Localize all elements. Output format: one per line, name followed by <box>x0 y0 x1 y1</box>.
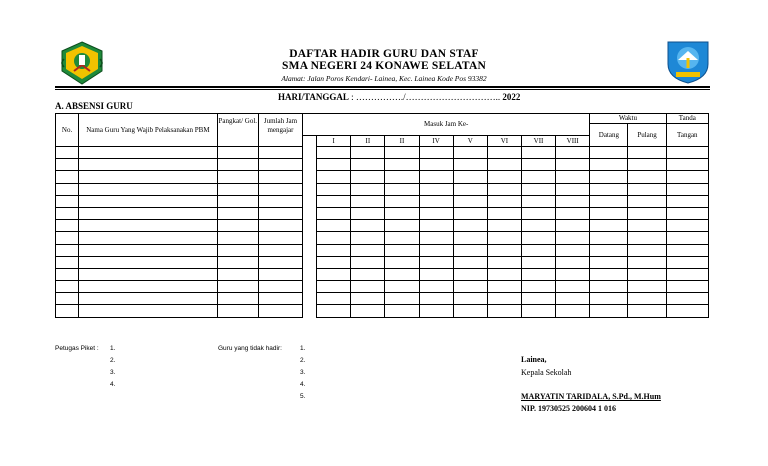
table-cell <box>351 232 385 244</box>
table-cell <box>556 159 590 171</box>
table-cell <box>666 220 708 232</box>
table-cell <box>79 195 218 207</box>
header-time-group: Waktu <box>590 114 666 124</box>
row-spacer <box>303 268 317 280</box>
table-cell <box>556 207 590 219</box>
table-cell <box>56 281 79 293</box>
table-cell <box>56 268 79 280</box>
table-cell <box>453 220 487 232</box>
table-cell <box>351 183 385 195</box>
table-cell <box>487 183 521 195</box>
table-cell <box>258 232 302 244</box>
table-cell <box>258 195 302 207</box>
table-cell <box>79 171 218 183</box>
table-cell <box>590 268 628 280</box>
table-cell <box>521 268 555 280</box>
absent-item-2: 2. <box>300 357 306 364</box>
table-row <box>56 281 709 293</box>
row-spacer <box>303 147 317 159</box>
table-cell <box>487 293 521 305</box>
table-cell <box>521 232 555 244</box>
date-line <box>278 92 520 102</box>
table-cell <box>79 256 218 268</box>
period-header-4: IV <box>419 136 453 147</box>
table-cell <box>590 220 628 232</box>
table-cell <box>351 171 385 183</box>
table-cell <box>666 281 708 293</box>
table-cell <box>556 195 590 207</box>
table-cell <box>453 244 487 256</box>
table-cell <box>666 183 708 195</box>
table-cell <box>556 220 590 232</box>
table-cell <box>590 281 628 293</box>
table-cell <box>385 256 419 268</box>
table-cell <box>258 293 302 305</box>
date-year: 2022 <box>502 92 521 102</box>
table-cell <box>590 207 628 219</box>
table-row <box>56 305 709 317</box>
table-cell <box>453 207 487 219</box>
table-cell <box>628 147 666 159</box>
table-cell <box>56 195 79 207</box>
table-cell <box>487 305 521 317</box>
table-cell <box>590 232 628 244</box>
table-cell <box>258 220 302 232</box>
table-cell <box>556 171 590 183</box>
table-cell <box>556 293 590 305</box>
header-leave: Pulang <box>628 124 666 147</box>
table-cell <box>385 244 419 256</box>
table-cell <box>666 305 708 317</box>
table-cell <box>419 281 453 293</box>
table-cell <box>487 159 521 171</box>
table-cell <box>79 244 218 256</box>
duty-item-3: 3. <box>110 369 116 376</box>
table-cell <box>317 147 351 159</box>
table-cell <box>385 232 419 244</box>
table-cell <box>628 159 666 171</box>
table-cell <box>317 232 351 244</box>
table-cell <box>628 305 666 317</box>
table-cell <box>590 171 628 183</box>
table-cell <box>487 232 521 244</box>
duty-item-1: 1. <box>110 345 116 352</box>
table-cell <box>217 268 258 280</box>
document-title: DAFTAR HADIR GURU DAN STAF <box>289 48 479 60</box>
duty-item-2: 2. <box>110 357 116 364</box>
absent-teacher-label: Guru yang tidak hadir: <box>218 345 282 352</box>
table-cell <box>419 171 453 183</box>
table-cell <box>556 147 590 159</box>
table-cell <box>453 305 487 317</box>
header-sign-bottom: Tangan <box>666 124 708 147</box>
table-cell <box>217 305 258 317</box>
table-cell <box>217 147 258 159</box>
table-cell <box>556 244 590 256</box>
absent-item-5: 5. <box>300 393 306 400</box>
table-cell <box>666 256 708 268</box>
table-cell <box>666 171 708 183</box>
absent-item-4: 4. <box>300 381 306 388</box>
header-teacher-name: Nama Guru Yang Wajib Pelaksanakan PBM <box>79 114 218 147</box>
period-header-5: V <box>453 136 487 147</box>
table-cell <box>521 244 555 256</box>
table-cell <box>487 195 521 207</box>
table-cell <box>521 293 555 305</box>
table-cell <box>590 183 628 195</box>
table-cell <box>487 207 521 219</box>
table-row <box>56 293 709 305</box>
table-cell <box>317 305 351 317</box>
table-cell <box>590 244 628 256</box>
table-cell <box>453 256 487 268</box>
table-cell <box>419 232 453 244</box>
table-cell <box>453 232 487 244</box>
table-cell <box>590 293 628 305</box>
table-cell <box>351 147 385 159</box>
table-cell <box>628 171 666 183</box>
table-row <box>56 256 709 268</box>
table-cell <box>556 232 590 244</box>
table-cell <box>419 207 453 219</box>
table-cell <box>385 305 419 317</box>
table-cell <box>666 244 708 256</box>
table-cell <box>317 293 351 305</box>
table-cell <box>666 147 708 159</box>
table-cell <box>351 305 385 317</box>
table-cell <box>258 183 302 195</box>
table-cell <box>419 220 453 232</box>
table-cell <box>385 195 419 207</box>
table-cell <box>258 147 302 159</box>
table-cell <box>385 268 419 280</box>
table-cell <box>487 281 521 293</box>
header-rule-thick <box>55 86 710 88</box>
table-cell <box>56 305 79 317</box>
school-address: Alamat: Jalan Poros Kendari- Lainea, Kec. Lainea Kode Pos 93382 <box>281 74 487 83</box>
table-cell <box>521 147 555 159</box>
table-cell <box>217 171 258 183</box>
table-cell <box>385 220 419 232</box>
table-cell <box>217 281 258 293</box>
table-cell <box>258 244 302 256</box>
row-spacer <box>303 281 317 293</box>
table-cell <box>351 207 385 219</box>
table-cell <box>487 147 521 159</box>
table-cell <box>453 195 487 207</box>
table-cell <box>419 256 453 268</box>
table-cell <box>590 195 628 207</box>
header-arrive: Datang <box>590 124 628 147</box>
table-cell <box>56 183 79 195</box>
table-cell <box>258 268 302 280</box>
table-row <box>56 195 709 207</box>
duty-item-4: 4. <box>110 381 116 388</box>
signature-position: Kepala Sekolah <box>521 368 572 377</box>
period-header-6: VI <box>487 136 521 147</box>
table-cell <box>317 244 351 256</box>
period-header-3: II <box>385 136 419 147</box>
table-cell <box>385 159 419 171</box>
table-cell <box>628 220 666 232</box>
header-sign-top: Tanda <box>666 114 708 124</box>
period-header-8: VIII <box>556 136 590 147</box>
table-cell <box>79 207 218 219</box>
date-placeholder: ……………./………………………….. <box>355 92 503 102</box>
table-cell <box>453 171 487 183</box>
table-cell <box>628 207 666 219</box>
table-cell <box>521 159 555 171</box>
table-cell <box>590 256 628 268</box>
table-cell <box>56 207 79 219</box>
table-cell <box>521 171 555 183</box>
table-cell <box>79 305 218 317</box>
table-cell <box>317 171 351 183</box>
table-cell <box>385 207 419 219</box>
table-cell <box>419 159 453 171</box>
table-row <box>56 159 709 171</box>
absent-item-1: 1. <box>300 345 306 352</box>
table-cell <box>217 207 258 219</box>
row-spacer <box>303 207 317 219</box>
table-cell <box>628 281 666 293</box>
table-cell <box>590 305 628 317</box>
table-cell <box>56 220 79 232</box>
row-spacer <box>303 159 317 171</box>
table-cell <box>487 171 521 183</box>
table-cell <box>317 220 351 232</box>
table-cell <box>453 159 487 171</box>
duty-officer-label: Petugas Piket : <box>55 345 99 352</box>
table-row <box>56 207 709 219</box>
table-cell <box>628 232 666 244</box>
row-spacer <box>303 183 317 195</box>
table-cell <box>56 147 79 159</box>
table-row <box>56 268 709 280</box>
table-cell <box>521 195 555 207</box>
table-cell <box>351 268 385 280</box>
table-cell <box>419 244 453 256</box>
table-cell <box>258 159 302 171</box>
table-cell <box>317 183 351 195</box>
row-spacer <box>303 244 317 256</box>
table-cell <box>217 293 258 305</box>
header-rule-thin <box>55 89 710 90</box>
table-cell <box>217 244 258 256</box>
row-spacer <box>303 220 317 232</box>
table-cell <box>521 207 555 219</box>
table-cell <box>521 183 555 195</box>
table-cell <box>79 159 218 171</box>
table-cell <box>628 244 666 256</box>
table-cell <box>453 293 487 305</box>
table-cell <box>351 159 385 171</box>
table-cell <box>351 220 385 232</box>
table-cell <box>419 293 453 305</box>
table-cell <box>385 147 419 159</box>
table-cell <box>217 183 258 195</box>
table-cell <box>351 195 385 207</box>
table-cell <box>317 207 351 219</box>
table-cell <box>217 220 258 232</box>
table-row <box>56 220 709 232</box>
table-cell <box>351 256 385 268</box>
table-cell <box>56 244 79 256</box>
table-cell <box>628 256 666 268</box>
table-cell <box>487 256 521 268</box>
row-spacer <box>303 195 317 207</box>
table-cell <box>317 195 351 207</box>
table-cell <box>521 256 555 268</box>
table-cell <box>628 293 666 305</box>
table-cell <box>56 171 79 183</box>
table-row <box>56 171 709 183</box>
table-cell <box>79 293 218 305</box>
table-cell <box>419 147 453 159</box>
table-cell <box>453 183 487 195</box>
period-header-7: VII <box>521 136 555 147</box>
table-cell <box>258 207 302 219</box>
principal-nip: NIP. 19730525 200604 1 016 <box>521 404 617 413</box>
table-cell <box>385 293 419 305</box>
table-cell <box>317 159 351 171</box>
table-cell <box>521 220 555 232</box>
table-cell <box>666 293 708 305</box>
table-cell <box>666 195 708 207</box>
header-rank: Pangkat/ Gol. <box>217 114 258 147</box>
table-cell <box>79 147 218 159</box>
attendance-table <box>55 113 709 318</box>
table-row <box>56 183 709 195</box>
table-cell <box>56 232 79 244</box>
table-cell <box>628 268 666 280</box>
table-cell <box>79 232 218 244</box>
table-cell <box>317 281 351 293</box>
table-cell <box>56 159 79 171</box>
table-cell <box>419 268 453 280</box>
table-cell <box>556 256 590 268</box>
table-cell <box>317 256 351 268</box>
table-row <box>56 244 709 256</box>
table-cell <box>317 268 351 280</box>
row-spacer <box>303 293 317 305</box>
header-no: No. <box>56 114 79 147</box>
table-cell <box>628 195 666 207</box>
table-cell <box>258 305 302 317</box>
table-cell <box>217 159 258 171</box>
table-cell <box>556 305 590 317</box>
table-cell <box>666 207 708 219</box>
row-spacer <box>303 256 317 268</box>
table-cell <box>258 281 302 293</box>
table-row <box>56 232 709 244</box>
table-cell <box>385 183 419 195</box>
table-cell <box>385 281 419 293</box>
table-cell <box>556 183 590 195</box>
table-cell <box>419 195 453 207</box>
principal-name: MARYATIN TARIDALA, S.Pd., M.Hum <box>521 392 661 401</box>
section-title: A. ABSENSI GURU <box>55 101 133 111</box>
table-cell <box>666 159 708 171</box>
absent-item-3: 3. <box>300 369 306 376</box>
table-cell <box>453 281 487 293</box>
table-cell <box>590 147 628 159</box>
table-cell <box>79 183 218 195</box>
table-cell <box>666 268 708 280</box>
table-cell <box>258 171 302 183</box>
table-cell <box>453 268 487 280</box>
table-cell <box>79 268 218 280</box>
table-cell <box>217 256 258 268</box>
table-cell <box>487 244 521 256</box>
date-label: HARI/TANGGAL <box>278 92 349 102</box>
table-cell <box>385 171 419 183</box>
table-cell <box>56 293 79 305</box>
table-cell <box>419 305 453 317</box>
school-name: SMA NEGERI 24 KONAWE SELATAN <box>282 60 486 72</box>
table-cell <box>556 281 590 293</box>
table-cell <box>79 220 218 232</box>
header-period-group: Masuk Jam Ke- <box>303 114 590 136</box>
table-cell <box>79 281 218 293</box>
table-cell <box>521 281 555 293</box>
period-header-2: II <box>351 136 385 147</box>
table-cell <box>56 256 79 268</box>
table-row <box>56 147 709 159</box>
table-cell <box>217 195 258 207</box>
period-header-1: I <box>317 136 351 147</box>
table-cell <box>351 281 385 293</box>
table-cell <box>351 244 385 256</box>
row-spacer <box>303 305 317 317</box>
period-spacer <box>303 136 317 147</box>
table-cell <box>258 256 302 268</box>
table-cell <box>521 305 555 317</box>
table-cell <box>419 183 453 195</box>
signature-place: Lainea, <box>521 355 547 364</box>
date-separator: : <box>348 92 356 102</box>
table-cell <box>590 159 628 171</box>
table-cell <box>453 147 487 159</box>
table-cell <box>666 232 708 244</box>
table-cell <box>351 293 385 305</box>
table-cell <box>487 268 521 280</box>
row-spacer <box>303 171 317 183</box>
header-teaching-hours: Jumlah Jam mengajar <box>258 114 302 147</box>
row-spacer <box>303 232 317 244</box>
table-cell <box>487 220 521 232</box>
table-cell <box>556 268 590 280</box>
table-cell <box>217 232 258 244</box>
table-cell <box>628 183 666 195</box>
